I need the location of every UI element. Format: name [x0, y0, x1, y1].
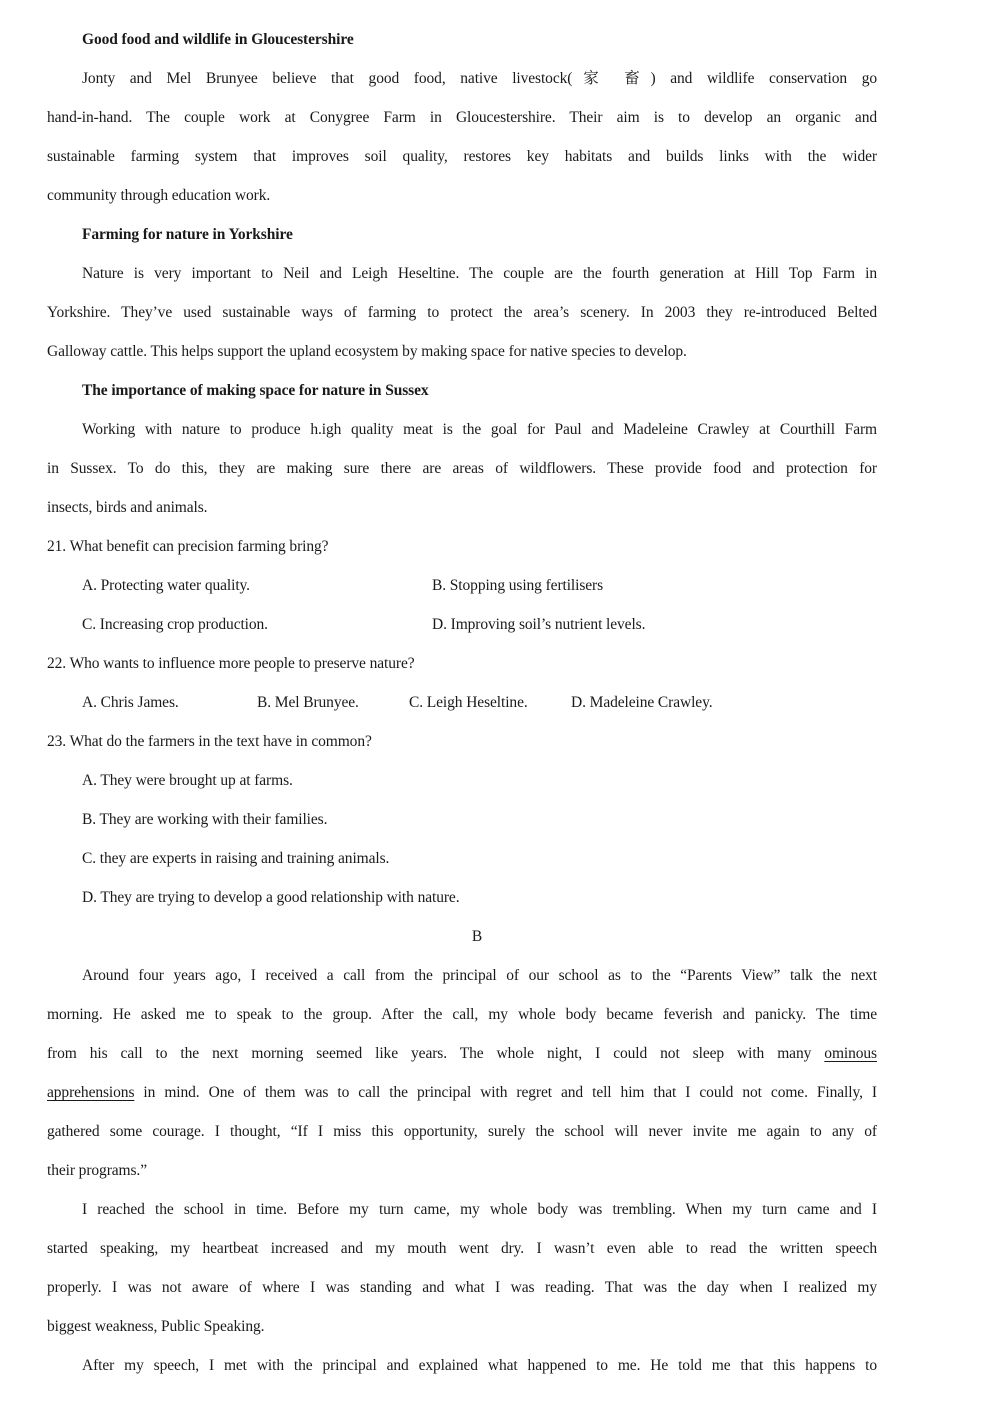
- paragraph-line: community through education work.: [47, 187, 271, 204]
- paragraph-line: [47, 1044, 877, 1064]
- paragraph-line: insects, birds and animals.: [47, 499, 208, 516]
- paragraph-line: I reached the school in time. Before my turn came, my whole body was trembling. When my turn came and I: [82, 1201, 877, 1218]
- paragraph-line: hand-in-hand. The couple work at Conygree Farm in Gloucestershire. Their aim is to develop an organic and: [47, 109, 877, 126]
- option-22-a: A. Chris James.: [82, 694, 179, 711]
- section-heading-yorkshire: Farming for nature in Yorkshire: [82, 226, 293, 243]
- passage-b-label: B: [471, 928, 483, 945]
- paragraph-line: properly. I was not aware of where I was standing and what I was reading. That was the day when I realized my: [47, 1279, 877, 1296]
- question-21: 21. What benefit can precision farming bring?: [47, 538, 329, 555]
- paragraph-text: from his call to the next morning seemed like years. The whole night, I could not sleep with many: [47, 1045, 812, 1062]
- question-23: 23. What do the farmers in the text have in common?: [47, 733, 372, 750]
- underlined-word-apprehensions: apprehensions: [47, 1084, 135, 1101]
- option-21-d: D. Improving soil’s nutrient levels.: [432, 616, 646, 633]
- paragraph-line: Around four years ago, I received a call from the principal of our school as to the “Parents View” talk the next: [82, 967, 877, 984]
- underlined-word-ominous: ominous: [824, 1045, 877, 1062]
- option-23-b: B. They are working with their families.: [82, 811, 328, 828]
- paragraph-line: Galloway cattle. This helps support the upland ecosystem by making space for native species to develop.: [47, 343, 687, 360]
- option-23-a: A. They were brought up at farms.: [82, 772, 293, 789]
- section-heading-gloucestershire: Good food and wildlife in Gloucestershire: [82, 31, 354, 48]
- paragraph-text: in mind. One of them was to call the principal with regret and tell him that I could not come. Finally, I: [143, 1084, 877, 1101]
- paragraph-line: Nature is very important to Neil and Leigh Heseltine. The couple are the fourth generation at Hill Top Farm in: [82, 265, 877, 282]
- option-22-d: D. Madeleine Crawley.: [571, 694, 713, 711]
- option-21-c: C. Increasing crop production.: [82, 616, 268, 633]
- paragraph-line: [47, 1083, 877, 1103]
- paragraph-line: Yorkshire. They’ve used sustainable ways of farming to protect the area’s scenery. In 2003 they re-introduced Belted: [47, 304, 877, 321]
- paragraph-line: gathered some courage. I thought, “If I miss this opportunity, surely the school will never invite me again to any of: [47, 1123, 877, 1140]
- paragraph-line: their programs.”: [47, 1162, 147, 1179]
- option-21-a: A. Protecting water quality.: [82, 577, 250, 594]
- option-23-c: C. they are experts in raising and training animals.: [82, 850, 390, 867]
- paragraph-line: Working with nature to produce h.igh quality meat is the goal for Paul and Madeleine Crawley at Courthill Farm: [82, 421, 877, 438]
- option-22-c: C. Leigh Heseltine.: [409, 694, 528, 711]
- option-22-b: B. Mel Brunyee.: [257, 694, 359, 711]
- section-heading-sussex: The importance of making space for nature in Sussex: [82, 382, 429, 399]
- option-21-b: B. Stopping using fertilisers: [432, 577, 604, 594]
- paragraph-line: After my speech, I met with the principal and explained what happened to me. He told me that this happens to: [82, 1357, 877, 1374]
- question-22: 22. Who wants to influence more people to preserve nature?: [47, 655, 415, 672]
- paragraph-line: started speaking, my heartbeat increased and my mouth went dry. I wasn’t even able to read the written speech: [47, 1240, 877, 1257]
- paragraph-line: Jonty and Mel Brunyee believe that good food, native livestock(家 畜) and wildlife conservation go: [82, 70, 877, 87]
- option-23-d: D. They are trying to develop a good relationship with nature.: [82, 889, 460, 906]
- paragraph-line: morning. He asked me to speak to the group. After the call, my whole body became feverish and panicky. The time: [47, 1006, 877, 1023]
- paragraph-line: in Sussex. To do this, they are making sure there are areas of wildflowers. These provide food and protection for: [47, 460, 877, 477]
- paragraph-line: sustainable farming system that improves soil quality, restores key habitats and builds links with the wider: [47, 148, 877, 165]
- paragraph-line: biggest weakness, Public Speaking.: [47, 1318, 265, 1335]
